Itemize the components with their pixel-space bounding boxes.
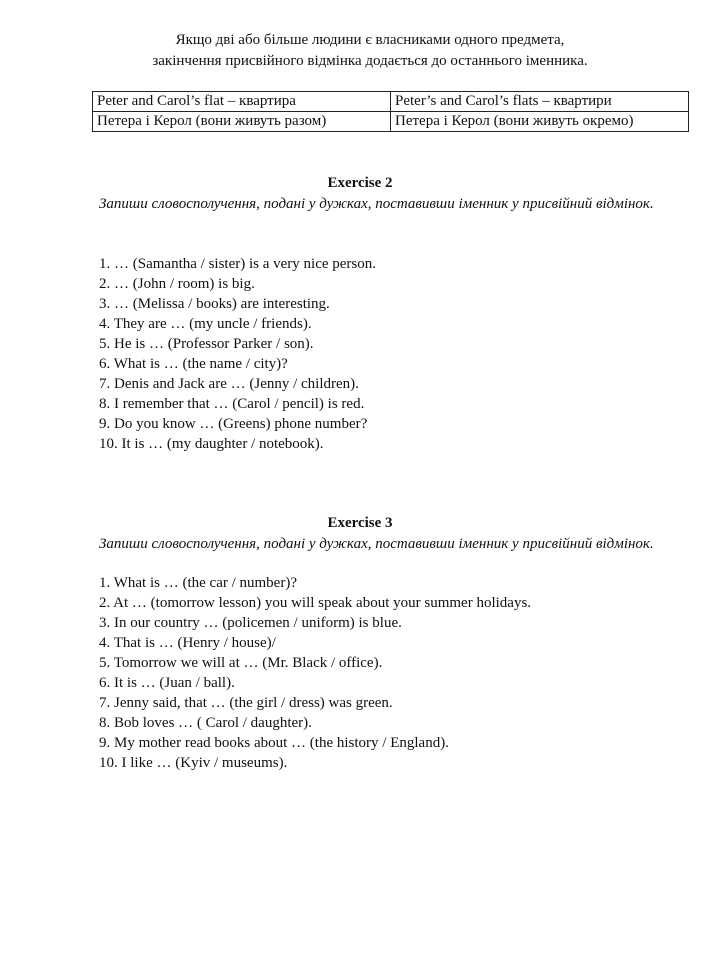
list-item: 8. Bob loves … ( Carol / daughter). xyxy=(99,715,312,731)
list-item: 10. I like … (Kyiv / museums). xyxy=(99,755,288,771)
list-item: 5. He is … (Professor Parker / son). xyxy=(99,336,314,352)
intro-line-2: закінчення присвійного відмінка додається до останнього іменника. xyxy=(152,53,588,69)
table-row xyxy=(93,112,689,132)
exercise-3-list xyxy=(99,573,699,773)
intro-paragraph xyxy=(90,30,650,72)
exercise-2-instruction: Запиши словосполучення, подані у дужках, поставивши іменник у присвійний відмінок. xyxy=(99,196,654,212)
list-item: 9. My mother read books about … (the history / England). xyxy=(99,735,449,751)
list-item: 2. … (John / room) is big. xyxy=(99,276,255,292)
possessive-example-table xyxy=(92,91,689,132)
list-item: 1. What is … (the car / number)? xyxy=(99,575,297,591)
list-item: 1. … (Samantha / sister) is a very nice person. xyxy=(99,256,377,272)
list-item: 10. It is … (my daughter / notebook). xyxy=(99,436,324,452)
list-item: 6. What is … (the name / city)? xyxy=(99,356,288,372)
list-item: 4. That is … (Henry / house)/ xyxy=(99,635,276,651)
table-row xyxy=(93,92,689,112)
list-item: 9. Do you know … (Greens) phone number? xyxy=(99,416,368,432)
exercise-2-list xyxy=(99,254,699,454)
list-item: 3. In our country … (policemen / uniform) is blue. xyxy=(99,615,402,631)
exercise-3-instruction: Запиши словосполучення, подані у дужках, поставивши іменник у присвійний відмінок. xyxy=(99,536,654,552)
table-cell: Петера і Керол (вони живуть разом) xyxy=(93,112,391,132)
exercise-3-title: Exercise 3 xyxy=(327,515,393,531)
table-cell: Peter’s and Carol’s flats – квартири xyxy=(391,92,689,112)
table-cell: Петера і Керол (вони живуть окремо) xyxy=(391,112,689,132)
intro-line-1: Якщо дві або більше людини є власниками одного предмета, xyxy=(175,32,565,48)
list-item: 5. Tomorrow we will at … (Mr. Black / office). xyxy=(99,655,383,671)
list-item: 8. I remember that … (Carol / pencil) is red. xyxy=(99,396,365,412)
list-item: 4. They are … (my uncle / friends). xyxy=(99,316,312,332)
list-item: 6. It is … (Juan / ball). xyxy=(99,675,235,691)
exercise-2-title: Exercise 2 xyxy=(327,175,393,191)
table-cell: Peter and Carol’s flat – квартира xyxy=(93,92,391,112)
list-item: 2. At … (tomorrow lesson) you will speak about your summer holidays. xyxy=(99,595,532,611)
list-item: 7. Denis and Jack are … (Jenny / children). xyxy=(99,376,359,392)
list-item: 3. … (Melissa / books) are interesting. xyxy=(99,296,330,312)
list-item: 7. Jenny said, that … (the girl / dress) was green. xyxy=(99,695,393,711)
